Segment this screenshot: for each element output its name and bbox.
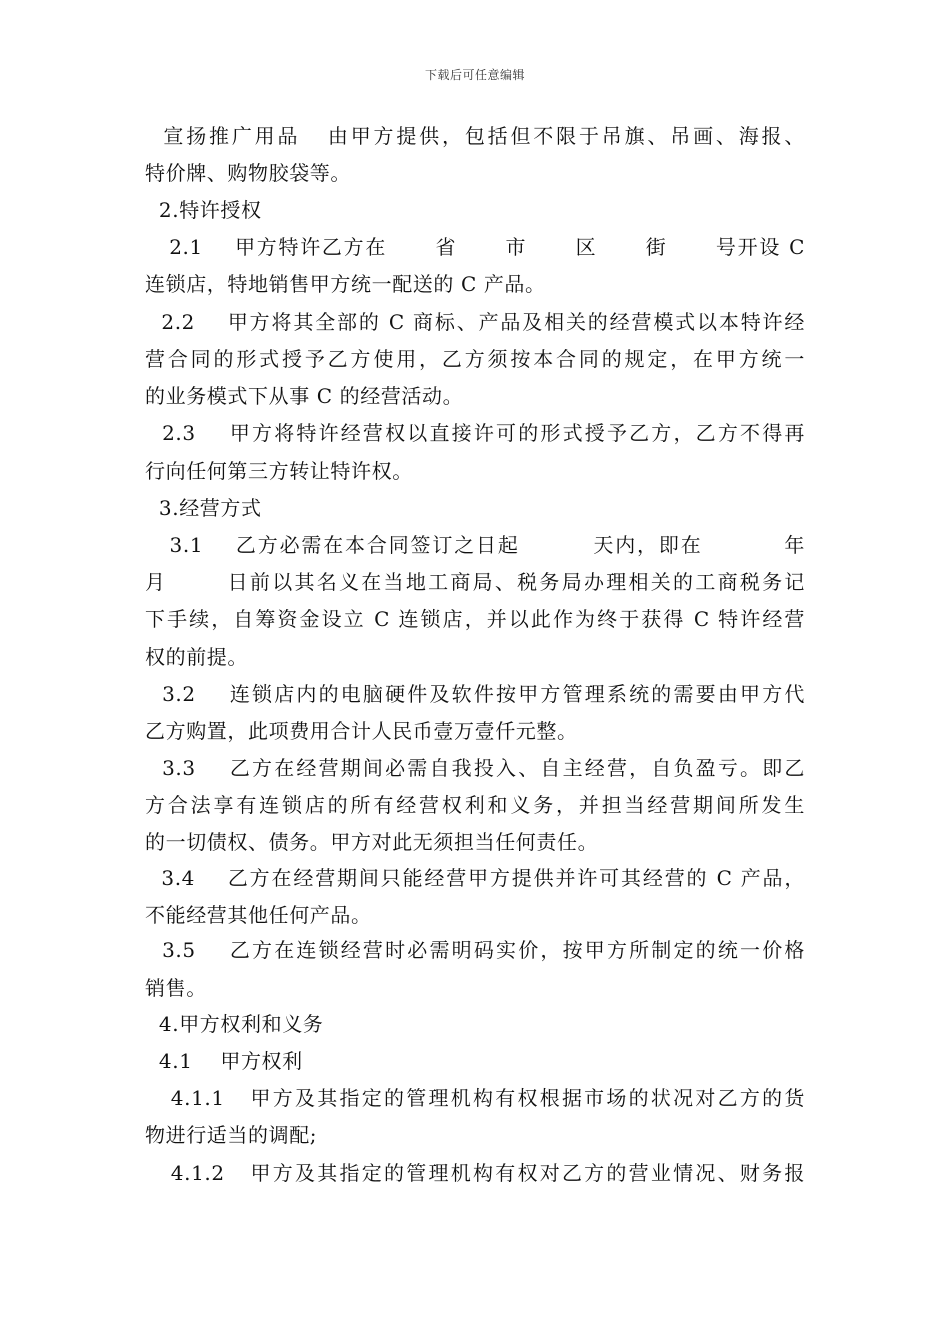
text-line: 3.4 乙方在经营期间只能经营甲方提供并许可其经营的 C 产品， — [145, 866, 805, 890]
text-line: 的一切债权、债务。甲方对此无须担当任何责任。 — [145, 830, 599, 854]
section-heading: 4.甲方权利和义务 — [145, 1012, 324, 1036]
text-line: 下手续，自筹资金设立 C 连锁店，并以此作为终于获得 C 特许经营 — [145, 607, 805, 631]
text-line: 方合法享有连锁店的所有经营权利和义务，并担当经营期间所发生 — [145, 793, 805, 817]
text-line: 2.1 甲方特许乙方在 省 市 区 街 号开设 C — [145, 235, 805, 259]
text-line: 3.3 乙方在经营期间必需自我投入、自主经营，自负盈亏。即乙 — [145, 756, 805, 780]
text-line: 宣扬推广用品 由甲方提供，包括但不限于吊旗、吊画、海报、 — [145, 124, 805, 148]
page-header: 下载后可任意编辑 — [424, 68, 525, 82]
text-line: 销售。 — [145, 976, 207, 1000]
subsection-heading: 4.1 甲方权利 — [145, 1049, 303, 1073]
text-line: 2.3 甲方将特许经营权以直接许可的形式授予乙方，乙方不得再 — [145, 421, 805, 445]
section-heading: 2.特许授权 — [145, 198, 262, 222]
text-line: 物进行适当的调配; — [145, 1123, 318, 1147]
text-line: 3.2 连锁店内的电脑硬件及软件按甲方管理系统的需要由甲方代 — [145, 682, 805, 706]
text-line: 特价牌、购物胶袋等。 — [145, 161, 351, 185]
text-line: 连锁店，特地销售甲方统一配送的 C 产品。 — [145, 272, 546, 296]
text-line: 3.1 乙方必需在本合同签订之日起 天内，即在 年 — [145, 533, 805, 557]
text-line: 4.1.2 甲方及其指定的管理机构有权对乙方的营业情况、财务报 — [145, 1161, 805, 1185]
text-line: 2.2 甲方将其全部的 C 商标、产品及相关的经营模式以本特许经 — [145, 310, 805, 334]
text-line: 营合同的形式授予乙方使用，乙方须按本合同的规定，在甲方统一 — [145, 347, 805, 371]
section-heading: 3.经营方式 — [145, 496, 262, 520]
text-line: 4.1.1 甲方及其指定的管理机构有权根据市场的状况对乙方的货 — [145, 1086, 805, 1110]
text-line: 月 日前以其名义在当地工商局、税务局办理相关的工商税务记 — [145, 570, 805, 594]
text-line: 乙方购置，此项费用合计人民币壹万壹仟元整。 — [145, 719, 578, 743]
text-line: 行向任何第三方转让特许权。 — [145, 459, 413, 483]
text-line: 不能经营其他任何产品。 — [145, 903, 372, 927]
text-line: 的业务模式下从事 C 的经营活动。 — [145, 384, 464, 408]
text-line: 权的前提。 — [145, 645, 248, 669]
text-line: 3.5 乙方在连锁经营时必需明码实价，按甲方所制定的统一价格 — [145, 938, 805, 962]
